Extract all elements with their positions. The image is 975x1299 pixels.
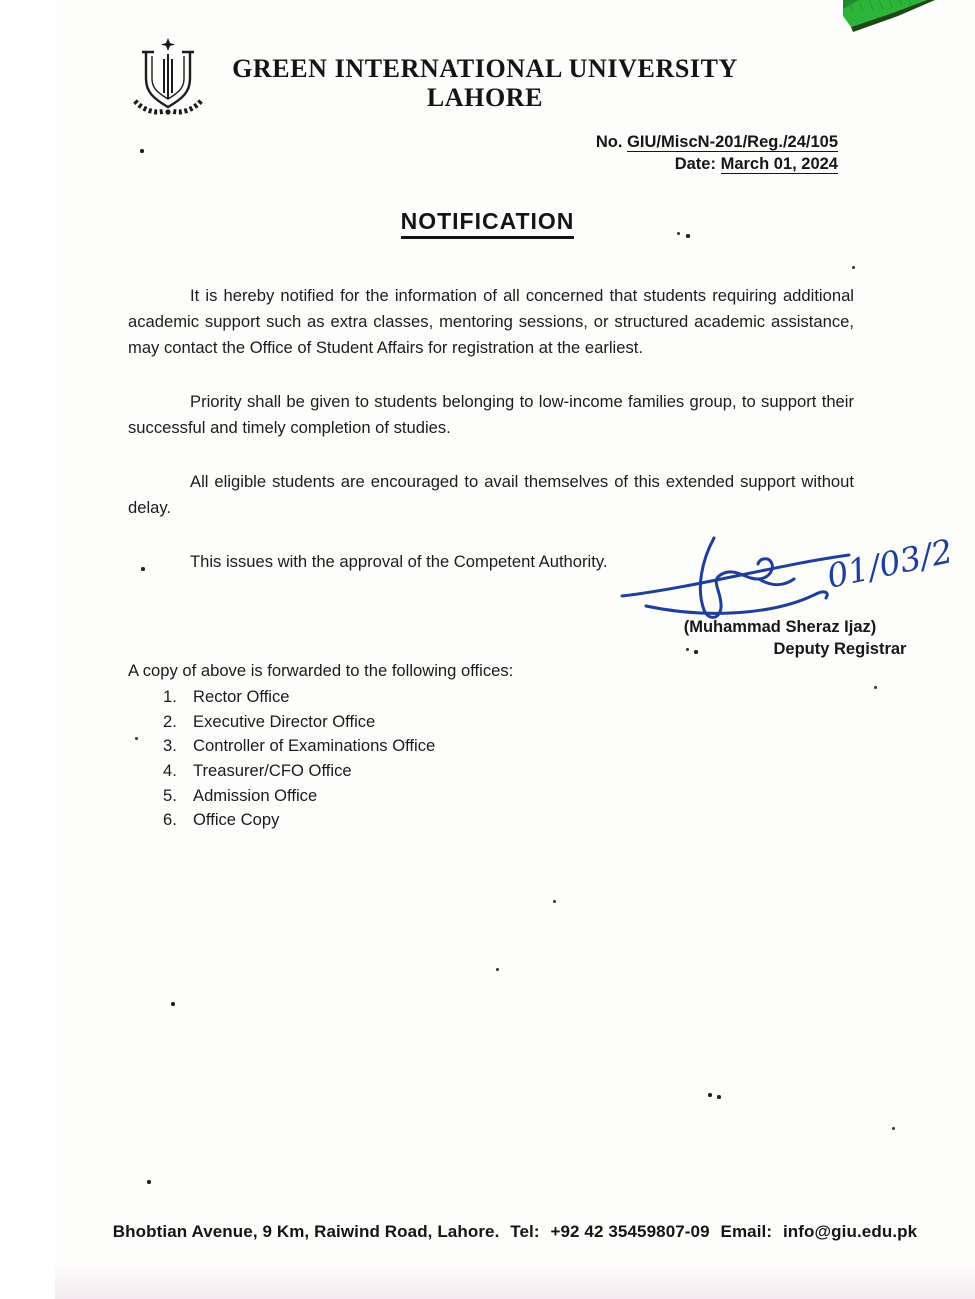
body-paragraph-4: This issues with the approval of the Competent Authority. bbox=[190, 552, 608, 571]
item-number: 3. bbox=[163, 736, 177, 756]
handwritten-signature bbox=[612, 530, 968, 632]
signatory-designation: Deputy Registrar bbox=[773, 640, 907, 658]
org-name-line1: GREEN INTERNATIONAL UNIVERSITY bbox=[232, 54, 738, 83]
distribution-items bbox=[128, 687, 648, 835]
reference-date-value: March 01, 2024 bbox=[720, 155, 838, 173]
item-label: Admission Office bbox=[193, 785, 318, 805]
scan-speck bbox=[717, 1095, 721, 1099]
distribution-item-1 bbox=[128, 687, 648, 712]
footer-email-label: Email: bbox=[720, 1222, 773, 1241]
scan-speck bbox=[708, 1093, 712, 1097]
item-label: Treasurer/CFO Office bbox=[193, 761, 352, 781]
scan-speck bbox=[135, 737, 138, 740]
scan-speck bbox=[874, 686, 877, 689]
reference-date-label: Date: bbox=[674, 155, 716, 173]
scan-left-margin bbox=[0, 0, 55, 1299]
item-label: Controller of Examinations Office bbox=[193, 736, 436, 756]
body-paragraph-3: All eligible students are encouraged to avail themselves of this extended support without delay. bbox=[128, 472, 854, 517]
scan-speck bbox=[553, 900, 556, 903]
footer-address: Bhobtian Avenue, 9 Km, Raiwind Road, Lahore. bbox=[112, 1222, 500, 1241]
distribution-list bbox=[128, 661, 648, 835]
footer-contact-line bbox=[55, 1222, 975, 1242]
reference-number-label: No. bbox=[595, 133, 623, 151]
item-label: Executive Director Office bbox=[193, 711, 376, 731]
reference-date-line bbox=[596, 153, 838, 175]
scan-speck bbox=[686, 234, 690, 238]
footer-tel-label: Tel: bbox=[510, 1222, 540, 1241]
scan-speck bbox=[147, 1180, 151, 1184]
item-number: 4. bbox=[163, 761, 177, 781]
footer-email-value: info@giu.edu.pk bbox=[782, 1222, 918, 1241]
distribution-item-6 bbox=[128, 810, 648, 835]
distribution-heading: A copy of above is forwarded to the following offices: bbox=[128, 661, 514, 680]
item-number: 6. bbox=[163, 810, 177, 830]
reference-number-value: GIU/MiscN-201/Reg./24/105 bbox=[627, 133, 838, 151]
document-title: NOTIFICATION bbox=[401, 208, 575, 239]
distribution-item-4 bbox=[128, 761, 648, 786]
green-ribbon-corner-artifact bbox=[843, 0, 938, 40]
university-crest-icon bbox=[131, 37, 205, 121]
org-name-line2: LAHORE bbox=[426, 83, 544, 112]
signatory-name: (Muhammad Sheraz Ijaz) bbox=[683, 618, 877, 636]
scan-speck bbox=[892, 1127, 895, 1130]
scan-speck bbox=[694, 650, 698, 654]
body-paragraph-2: Priority shall be given to students belonging to low-income families group, to support their successful and timely completion of studies. bbox=[128, 392, 854, 437]
scan-speck bbox=[496, 968, 499, 971]
scan-speck bbox=[141, 567, 145, 571]
scan-speck bbox=[852, 266, 855, 269]
body-paragraph-1: It is hereby notified for the information of all concerned that students requiring additional academic support such as extra classes, mentoring sessions, or structured academic assistance, may contact the Office of Student Affairs for registration at the earliest. bbox=[128, 286, 854, 357]
scan-speck bbox=[677, 232, 680, 235]
item-label: Office Copy bbox=[193, 810, 280, 830]
distribution-item-2 bbox=[128, 712, 648, 737]
handwritten-date: 01/03/2 bbox=[823, 531, 957, 596]
scan-speck bbox=[171, 1002, 175, 1006]
scan-speck bbox=[686, 648, 689, 651]
scan-bottom-tint bbox=[55, 1265, 975, 1299]
document-title-row bbox=[0, 208, 975, 239]
distribution-item-5 bbox=[128, 786, 648, 811]
letterhead-title bbox=[205, 54, 765, 112]
reference-block bbox=[596, 131, 838, 175]
footer-tel-value: +92 42 35459807-09 bbox=[550, 1222, 710, 1241]
scan-speck bbox=[140, 149, 144, 153]
item-number: 1. bbox=[163, 687, 177, 706]
item-label: Rector Office bbox=[193, 687, 290, 706]
distribution-item-3 bbox=[128, 736, 648, 761]
reference-number-line bbox=[596, 131, 838, 153]
item-number: 5. bbox=[163, 785, 177, 805]
item-number: 2. bbox=[163, 711, 177, 731]
